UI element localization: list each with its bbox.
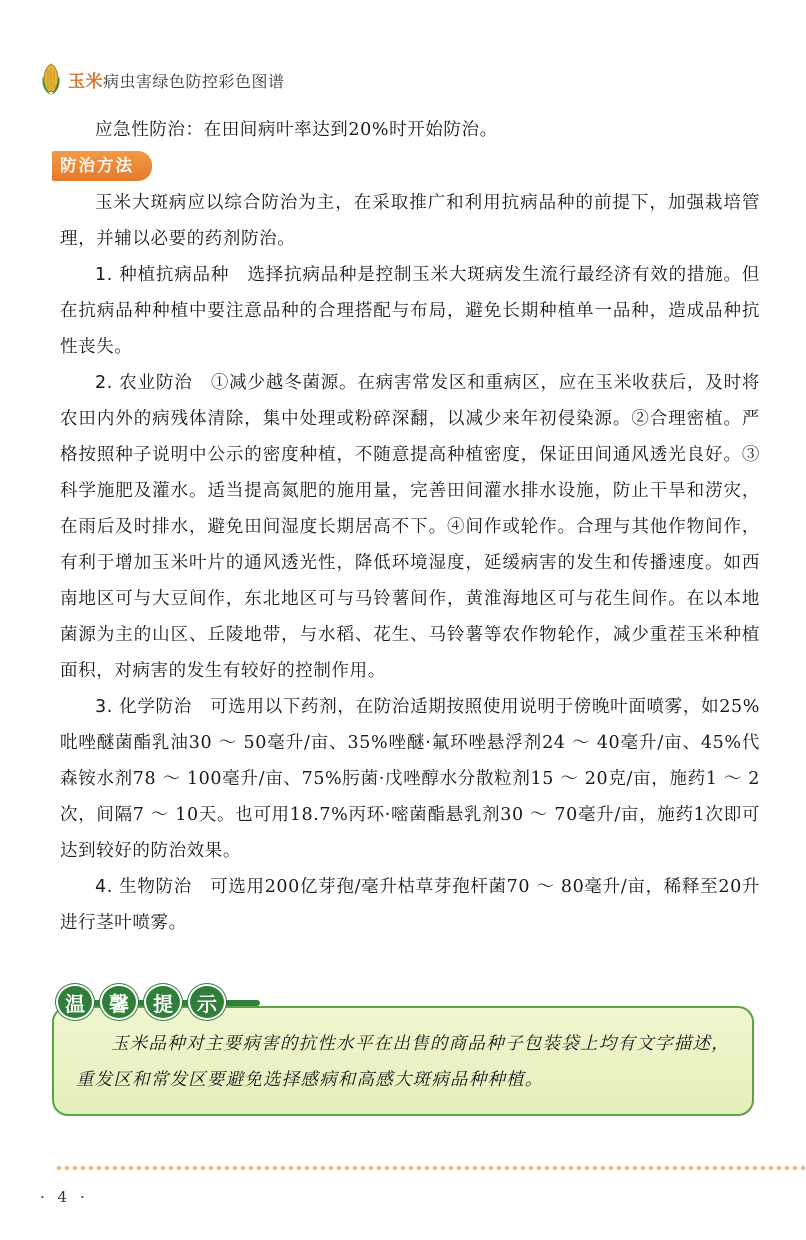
section-title-tag: 防治方法 [52,151,152,181]
item-text-4: 可选用200亿芽孢/毫升枯草芽孢杆菌70 ～ 80毫升/亩，稀释至20升进行茎叶喷雾。 [60,877,760,933]
item-title-1: 1. 种植抗病品种 [95,265,230,285]
item-text-3: 可选用以下药剂，在防治适期按照使用说明于傍晚叶面喷雾，如25%吡唑醚菌酯乳油30 ～ 50毫升/亩、35%唑醚·氟环唑悬浮剂24 ～ 40毫升/亩、45%代森铵水剂78 ～ 100毫升/亩、75%肟菌·戊唑醇水分散粒剂15 ～ 20克/亩，施药1 ～ 2次，间隔7 ～ 10天。也可用18.7%丙环·嘧菌酯悬乳剂30 ～ 70毫升/亩，施药1次即可达到较好的防治效果。 [60,697,760,861]
tip-title-char-4: 示 [188,984,226,1020]
main-content [60,112,760,941]
item-title-3: 3. 化学防治 [95,697,192,717]
item-title-2: 2. 农业防治 [95,373,193,393]
tip-title-char-2: 馨 [100,984,138,1020]
item-paragraph-4 [60,869,760,941]
page-number: · 4 · [40,1188,89,1206]
tip-title-char-3: 提 [144,984,182,1020]
item-paragraph-3 [60,689,760,869]
item-paragraph-1 [60,257,760,365]
corn-icon [40,62,62,96]
item-text-1: 选择抗病品种是控制玉米大斑病发生流行最经济有效的措施。但在抗病品种种植中要注意品种的合理搭配与布局，避免长期种植单一品种，造成品种抗性丧失。 [60,265,760,357]
item-title-4: 4. 生物防治 [95,877,192,897]
item-text-2: ①减少越冬菌源。在病害常发区和重病区，应在玉米收获后，及时将农田内外的病残体清除，集中处理或粉碎深翻，以减少来年初侵染源。②合理密植。严格按照种子说明中公示的密度种植，不随意提高种植密度，保证田间通风透光良好。③科学施肥及灌水。适当提高氮肥的施用量，完善田间灌水排水设施，防止干旱和涝灾，在雨后及时排水，避免田间湿度长期居高不下。④间作或轮作。合理与其他作物间作，有利于增加玉米叶片的通风透光性，降低环境湿度，延缓病害的发生和传播速度。如西南地区可与大豆间作，东北地区可与马铃薯间作，黄淮海地区可与花生间作。在以本地菌源为主的山区、丘陵地带，与水稻、花生、马铃薯等农作物轮作，减少重茬玉米种植面积，对病害的发生有较好的控制作用。 [60,373,760,681]
tip-title-char-1: 温 [56,984,94,1020]
book-title [68,67,285,92]
running-header [40,62,285,96]
tip-box-container [52,984,754,1116]
book-title-highlight: 玉米 [68,71,103,92]
tip-text: 玉米品种对主要病害的抗性水平在出售的商品种子包装袋上均有文字描述，重发区和常发区要避免选择感病和高感大斑病品种种植。 [76,1034,730,1090]
item-paragraph-2 [60,365,760,689]
footer-dotted-rule [55,1164,806,1172]
lead-paragraph: 玉米大斑病应以综合防治为主，在采取推广和利用抗病品种的前提下，加强栽培管理，并辅以必要的药剂防治。 [60,193,760,249]
tip-title [56,984,232,1020]
emergency-paragraph: 应急性防治：在田间病叶率达到20%时开始防治。 [95,120,498,140]
tip-box [52,1006,754,1116]
book-title-rest: 病虫害绿色防控彩色图谱 [103,71,285,91]
